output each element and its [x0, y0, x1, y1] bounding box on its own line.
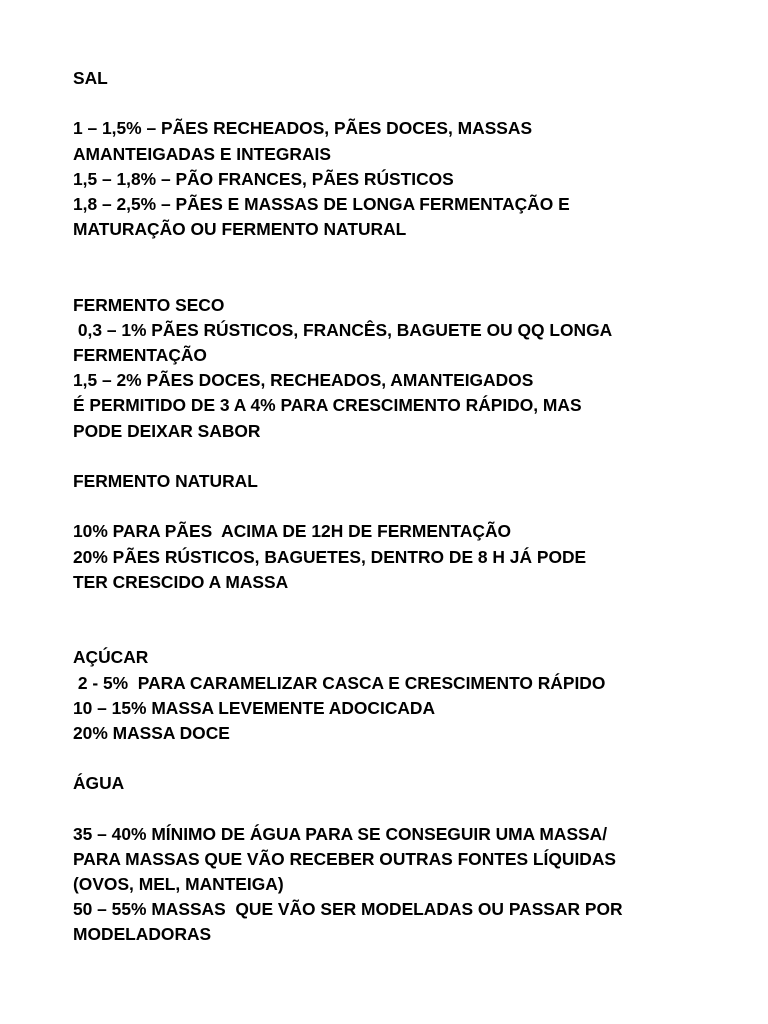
spacer — [73, 242, 713, 292]
text-line: 1,8 – 2,5% – PÃES E MASSAS DE LONGA FERMENTAÇÃO E — [73, 193, 570, 214]
text-line: 10 – 15% MASSA LEVEMENTE ADOCICADA — [73, 697, 436, 718]
section-heading-fermento-seco: FERMENTO SECO — [73, 294, 225, 315]
spacer — [73, 494, 713, 519]
text-line: 10% PARA PÃES ACIMA DE 12H DE FERMENTAÇÃO — [73, 521, 512, 542]
text-line: MATURAÇÃO OU FERMENTO NATURAL — [73, 219, 407, 240]
document-page — [73, 66, 713, 948]
text-line: 1,5 – 2% PÃES DOCES, RECHEADOS, AMANTEIGADOS — [73, 370, 534, 391]
spacer — [73, 444, 713, 469]
text-line: 50 – 55% MASSAS QUE VÃO SER MODELADAS OU PASSAR POR — [73, 899, 623, 920]
text-line: 2 - 5% PARA CARAMELIZAR CASCA E CRESCIMENTO RÁPIDO — [73, 672, 606, 693]
text-line: 1 – 1,5% – PÃES RECHEADOS, PÃES DOCES, MASSAS — [73, 118, 533, 139]
spacer — [73, 796, 713, 821]
spacer — [73, 746, 713, 771]
spacer — [73, 91, 713, 116]
text-line: AMANTEIGADAS E INTEGRAIS — [73, 143, 331, 164]
section-heading-agua: ÁGUA — [73, 773, 125, 794]
text-line: 0,3 – 1% PÃES RÚSTICOS, FRANCÊS, BAGUETE OU QQ LONGA — [73, 319, 613, 340]
text-line: 20% MASSA DOCE — [73, 722, 230, 743]
text-line: PODE DEIXAR SABOR — [73, 420, 261, 441]
text-line: (OVOS, MEL, MANTEIGA) — [73, 874, 284, 895]
text-line: PARA MASSAS QUE VÃO RECEBER OUTRAS FONTES LÍQUIDAS — [73, 848, 617, 869]
spacer — [73, 595, 713, 645]
text-line: FERMENTAÇÃO — [73, 345, 207, 366]
text-line: 35 – 40% MÍNIMO DE ÁGUA PARA SE CONSEGUIR UMA MASSA/ — [73, 823, 608, 844]
text-line: 20% PÃES RÚSTICOS, BAGUETES, DENTRO DE 8 H JÁ PODE — [73, 546, 587, 567]
section-heading-fermento-natural: FERMENTO NATURAL — [73, 471, 258, 492]
section-heading-sal: SAL — [73, 68, 108, 88]
text-line: MODELADORAS — [73, 924, 212, 945]
text-line: TER CRESCIDO A MASSA — [73, 571, 289, 592]
section-heading-acucar: AÇÚCAR — [73, 647, 149, 668]
text-line: 1,5 – 1,8% – PÃO FRANCES, PÃES RÚSTICOS — [73, 168, 454, 189]
text-line: É PERMITIDO DE 3 A 4% PARA CRESCIMENTO RÁPIDO, MAS — [73, 395, 582, 416]
